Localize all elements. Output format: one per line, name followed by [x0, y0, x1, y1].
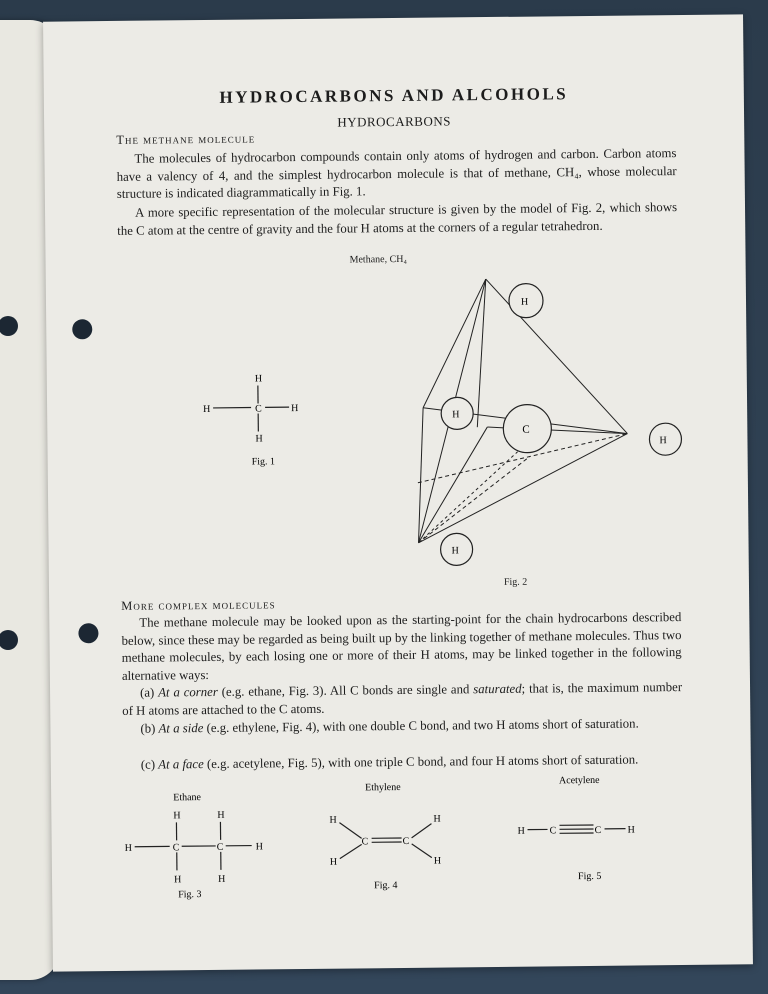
paragraph-methane-2: A more specific representation of the molecular structure is given by the model of Fig. 2, which shows the C atom at the centre of gravity and the four H atoms at the corners of a regular tetrahedron. — [117, 200, 678, 238]
fig2-tetrahedron-model — [376, 265, 667, 578]
fig3-caption: Fig. 3 — [178, 889, 202, 901]
atom-h-label: H — [627, 824, 635, 836]
paragraph-methane-1: The molecules of hydrocarbon compounds contain only atoms of hydrogen and carbon. Carbon atoms have a valency of 4, and the simplest hydrocarbon molecule is that of methane, CH₄, whose molecular structure is indicated diagrammatically in Fig. 1. — [116, 146, 677, 201]
atom-h-label: H — [452, 409, 460, 421]
atom-c-label: C — [594, 824, 602, 836]
item-a-emphasis: At a corner — [158, 684, 218, 700]
fig4-caption: Fig. 4 — [374, 880, 398, 892]
atom-h-label: H — [203, 403, 211, 416]
subsection-heading-methane: The methane molecule — [116, 131, 256, 147]
item-a-text-2: ; that is, the maximum number of H atoms are attached to the C atoms. — [122, 680, 683, 718]
bond-line — [340, 844, 362, 858]
fig5-caption: Fig. 5 — [577, 870, 602, 883]
atom-h-label: H — [451, 545, 459, 557]
item-a-label: (a) — [140, 685, 155, 700]
atom-h-label: H — [255, 433, 263, 445]
fig2-caption: Fig. 2 — [503, 576, 528, 588]
document-page — [43, 14, 753, 971]
bond-line — [411, 824, 431, 838]
figure-title-ethylene: Ethylene — [365, 781, 401, 794]
item-a-emphasis-2: saturated — [473, 681, 522, 697]
atom-h-label: H — [659, 435, 667, 447]
atom-h-label: H — [255, 841, 263, 853]
atom-c-label: C — [522, 423, 530, 436]
fig1-methane-structure — [197, 369, 318, 480]
atom-c-label: C — [361, 836, 369, 848]
fig1-caption: Fig. 1 — [251, 456, 276, 468]
item-c-text: (e.g. acetylene, Fig. 5), with one triple C bond, and four H atoms short of saturation. — [206, 752, 639, 772]
figure-title-ethane: Ethane — [173, 792, 202, 804]
atom-h-label: H — [124, 842, 132, 854]
punch-hole — [78, 623, 98, 643]
atom-c-label: C — [255, 403, 262, 415]
item-a — [122, 679, 682, 720]
atom-h-label: H — [217, 873, 226, 885]
dashed-edge — [418, 452, 519, 543]
item-c-emphasis: At a face — [158, 757, 204, 772]
atom-h-label: H — [433, 855, 442, 867]
atom-h-label: H — [329, 814, 337, 826]
edge-line — [476, 279, 488, 427]
punch-hole — [72, 319, 92, 339]
edge-line — [417, 427, 488, 543]
item-b-emphasis: At a side — [158, 721, 204, 736]
atom-h-label: H — [217, 809, 225, 821]
atom-c-label: C — [172, 842, 180, 854]
atom-h-label: H — [254, 373, 263, 385]
edge-line — [422, 279, 487, 408]
edge-line — [486, 278, 628, 435]
item-b-text: (e.g. ethylene, Fig. 4), with one double C bond, and two H atoms short of saturation. — [206, 716, 639, 736]
fig5-acetylene-structure — [501, 770, 672, 892]
bond-line — [412, 844, 432, 858]
paragraph-complex-1: The methane molecule may be looked upon as the starting-point for the chain hydrocarbons described below, since these may be regarded as being built up by the linking together of methane molecules. Thus two methane molecules, by each losing one or more of their H atoms, may be linked together in the following alternative ways: — [121, 610, 682, 683]
atom-h-label: H — [517, 825, 525, 837]
atom-c-label: C — [402, 835, 410, 847]
atom-h-label: H — [329, 856, 338, 868]
atom-h-label: H — [173, 810, 181, 822]
section-title: HYDROCARBONS — [337, 113, 451, 130]
punch-hole — [0, 630, 18, 650]
page-title: HYDROCARBONS AND ALCOHOLS — [219, 84, 569, 107]
figure-title-acetylene: Acetylene — [558, 774, 600, 787]
figure-title-methane: Methane, CH₄ — [349, 253, 407, 266]
bond-line — [339, 822, 361, 838]
punch-hole — [0, 316, 18, 336]
item-a-text: (e.g. ethane, Fig. 3). All C bonds are single and — [221, 682, 470, 699]
subsection-heading-complex: More complex molecules — [121, 597, 276, 613]
atom-c-label: C — [216, 841, 224, 853]
item-c-label: (c) — [140, 757, 156, 772]
atom-h-label: H — [291, 403, 299, 415]
item-b-label: (b) — [140, 721, 156, 736]
fig4-ethylene-structure — [321, 777, 472, 899]
atom-h-label: H — [520, 296, 529, 308]
fig3-ethane-structure — [121, 789, 312, 906]
atom-h-label: H — [173, 874, 182, 886]
atom-c-label: C — [549, 825, 557, 837]
atom-h-label: H — [433, 813, 441, 825]
